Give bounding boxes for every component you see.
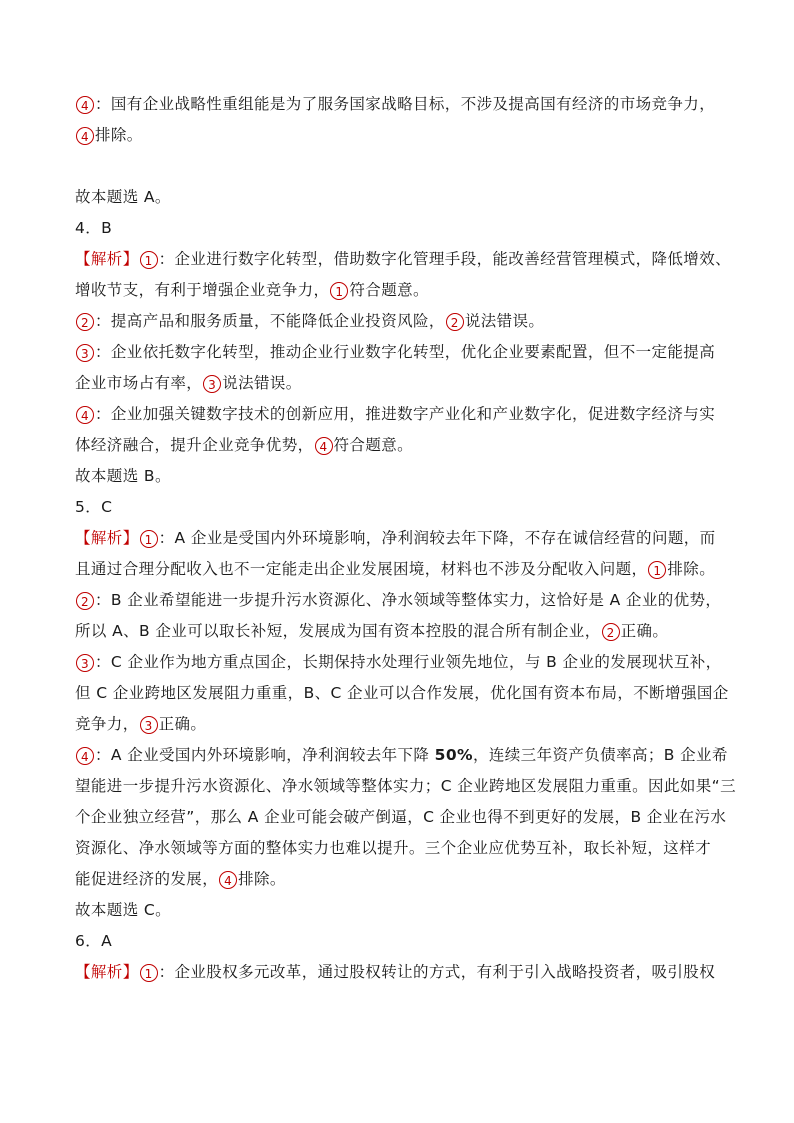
option-marker: 2 — [76, 592, 94, 610]
text-line — [75, 404, 725, 424]
analysis-label: 【解析】 — [75, 250, 139, 268]
option-marker: 3 — [76, 344, 94, 362]
body-text: ：企业依托数字化转型，推动企业行业数字化转型，优化企业要素配置，但不一定能提高 — [95, 343, 716, 361]
body-text: 所以 A、B 企业可以取长补短，发展成为国有资本控股的混合所有制企业， — [75, 622, 601, 640]
body-text: 故本题选 C。 — [75, 901, 172, 919]
option-marker: 2 — [602, 623, 620, 641]
option-marker: 1 — [140, 530, 158, 548]
text-line — [75, 559, 725, 579]
body-text: ：国有企业战略性重组能是为了服务国家战略目标，不涉及提高国有经济的市场竞争力， — [95, 95, 716, 113]
body-text: 能促进经济的发展， — [75, 870, 219, 888]
body-text: 且通过合理分配收入也不一定能走出企业发展困境，材料也不涉及分配收入问题， — [75, 560, 648, 578]
body-text: ：A 企业是受国内外环境影响，净利润较去年下降，不存在诚信经营的问题，而 — [158, 529, 716, 547]
text-line — [75, 714, 725, 734]
text-line — [75, 807, 725, 827]
body-text: 但 C 企业跨地区发展阻力重重，B、C 企业可以合作发展，优化国有资本布局，不断增强国企 — [75, 684, 729, 702]
option-marker: 3 — [203, 375, 221, 393]
body-text: ：企业加强关键数字技术的创新应用，推进数字产业化和产业数字化，促进数字经济与实 — [95, 405, 716, 423]
body-text: 说法错误。 — [222, 374, 302, 392]
text-line — [75, 249, 732, 269]
body-text: ：C 企业作为地方重点国企，长期保持水处理行业领先地位，与 B 企业的发展现状互补， — [95, 653, 722, 671]
body-text: 正确。 — [620, 622, 669, 640]
option-marker: 4 — [76, 406, 94, 424]
body-text: ：企业进行数字化转型，借助数字化管理手段，能改善经营管理模式，降低增效、 — [158, 250, 732, 268]
option-marker: 4 — [76, 747, 94, 765]
body-text: ：A 企业受国内外环境影响，净利润较去年下降 — [95, 746, 435, 764]
option-marker: 3 — [76, 654, 94, 672]
body-text: 排除。 — [238, 870, 286, 888]
body-text: ：企业股权多元改革，通过股权转让的方式，有利于引入战略投资者，吸引股权 — [158, 963, 716, 981]
option-marker: 1 — [140, 251, 158, 269]
body-text: 符合题意。 — [349, 281, 429, 299]
body-text: 望能进一步提升污水资源化、净水领域等整体实力；C 企业跨地区发展阻力重重。因此如果“三 — [75, 777, 736, 795]
analysis-label: 【解析】 — [75, 963, 139, 981]
body-text: 企业市场占有率， — [75, 374, 203, 392]
body-text: 5．C — [75, 498, 113, 516]
text-line — [75, 590, 725, 610]
analysis-label: 【解析】 — [75, 529, 139, 547]
text-line — [75, 342, 725, 362]
text-line — [75, 280, 725, 300]
text-line — [75, 435, 725, 455]
text-line — [75, 745, 728, 765]
body-text: 故本题选 B。 — [75, 467, 171, 485]
body-text: 排除。 — [95, 126, 143, 144]
option-marker: 3 — [140, 716, 158, 734]
text-line — [75, 373, 725, 393]
body-text: 体经济融合，提升企业竞争优势， — [75, 436, 314, 454]
text-line — [75, 621, 725, 641]
body-text: 说法错误。 — [464, 312, 545, 330]
text-line — [75, 962, 725, 982]
body-text: 符合题意。 — [333, 436, 414, 454]
body-text: 排除。 — [667, 560, 716, 578]
option-marker: 4 — [76, 96, 94, 114]
body-text: 竞争力， — [75, 715, 139, 733]
text-line — [75, 94, 725, 114]
body-text: 故本题选 A。 — [75, 188, 171, 206]
body-text: ，连续三年资产负债率高；B 企业希 — [472, 746, 728, 764]
option-marker: 4 — [76, 127, 94, 145]
option-marker: 2 — [446, 313, 464, 331]
text-line — [75, 776, 736, 796]
body-text: 6．A — [75, 932, 113, 950]
text-line — [75, 311, 725, 331]
body-text: 正确。 — [158, 715, 207, 733]
body-text: 资源化、净水领域等方面的整体实力也难以提升。三个企业应优势互补，取长补短，这样才 — [75, 839, 712, 857]
bold-text: 50% — [434, 746, 473, 764]
body-text: ：提高产品和服务质量，不能降低企业投资风险， — [95, 312, 445, 330]
text-line — [75, 900, 725, 920]
option-marker: 2 — [76, 313, 94, 331]
option-marker: 4 — [315, 437, 333, 455]
text-line — [75, 528, 725, 548]
option-marker: 1 — [648, 561, 666, 579]
text-line — [75, 838, 725, 858]
text-line — [75, 218, 725, 238]
text-line — [75, 187, 725, 207]
text-line — [75, 683, 729, 703]
body-text: 4．B — [75, 219, 113, 237]
option-marker: 1 — [140, 964, 158, 982]
text-line — [75, 652, 725, 672]
text-line — [75, 931, 725, 951]
text-line — [75, 497, 725, 517]
body-text: 个企业独立经营”，那么 A 企业可能会破产倒逼，C 企业也得不到更好的发展，B 企业在污水 — [75, 808, 727, 826]
body-text: ：B 企业希望能进一步提升污水资源化、净水领域等整体实力，这恰好是 A 企业的优势， — [95, 591, 722, 609]
option-marker: 4 — [219, 871, 237, 889]
text-line — [75, 466, 725, 486]
text-line — [75, 869, 725, 889]
option-marker: 1 — [330, 282, 348, 300]
body-text: 增收节支，有利于增强企业竞争力， — [75, 281, 330, 299]
text-line — [75, 125, 725, 145]
